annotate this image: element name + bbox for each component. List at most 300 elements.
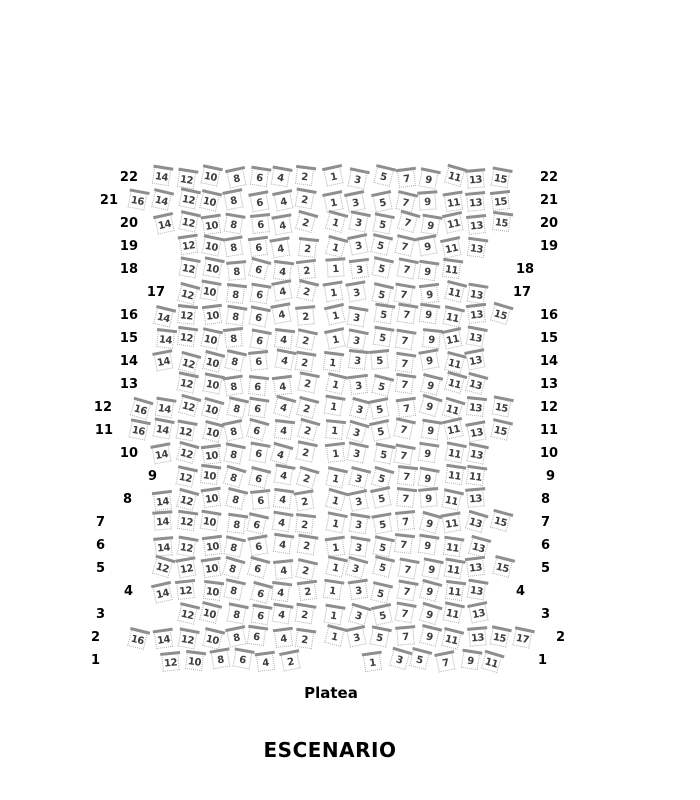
seat[interactable]	[232, 649, 252, 669]
seat[interactable]	[274, 351, 294, 371]
seat[interactable]	[295, 330, 315, 350]
seat[interactable]	[346, 422, 367, 443]
seat[interactable]	[251, 215, 270, 234]
seat[interactable]	[249, 377, 268, 396]
seat[interactable]	[397, 260, 417, 280]
seat[interactable]	[202, 259, 222, 279]
seat[interactable]	[155, 538, 173, 556]
seat[interactable]	[348, 605, 369, 626]
seat[interactable]	[298, 239, 317, 258]
seat[interactable]	[251, 491, 270, 510]
seat[interactable]	[324, 192, 344, 212]
seat[interactable]	[418, 536, 437, 555]
seat[interactable]	[226, 627, 246, 647]
seat[interactable]	[460, 651, 479, 670]
seat[interactable]	[436, 652, 456, 672]
seat[interactable]	[371, 258, 391, 278]
seat[interactable]	[295, 605, 314, 624]
seat[interactable]	[397, 399, 416, 418]
seat[interactable]	[349, 376, 368, 395]
seat[interactable]	[442, 603, 462, 623]
seat[interactable]	[296, 399, 317, 420]
seat[interactable]	[250, 583, 271, 604]
seat[interactable]	[295, 560, 315, 580]
seat[interactable]	[271, 583, 290, 602]
seat[interactable]	[421, 216, 441, 236]
seat[interactable]	[273, 216, 293, 236]
seat[interactable]	[223, 444, 243, 464]
seat[interactable]	[227, 515, 246, 534]
seat[interactable]	[397, 467, 416, 486]
seat[interactable]	[273, 191, 293, 211]
seat[interactable]	[325, 237, 346, 258]
seat[interactable]	[445, 582, 464, 601]
seat[interactable]	[177, 170, 196, 189]
seat[interactable]	[249, 443, 269, 463]
seat[interactable]	[370, 235, 390, 255]
seat[interactable]	[201, 399, 222, 420]
seat[interactable]	[348, 351, 367, 370]
seat[interactable]	[373, 515, 393, 535]
seat[interactable]	[418, 169, 438, 189]
seat[interactable]	[396, 627, 414, 645]
seat[interactable]	[202, 215, 221, 234]
seat[interactable]	[270, 444, 291, 465]
seat[interactable]	[153, 492, 172, 511]
seat[interactable]	[489, 627, 509, 647]
seat[interactable]	[420, 285, 439, 304]
seat[interactable]	[394, 420, 414, 440]
seat[interactable]	[248, 399, 267, 418]
seat[interactable]	[176, 443, 197, 464]
seat[interactable]	[419, 304, 438, 323]
seat[interactable]	[372, 606, 392, 626]
seat[interactable]	[223, 467, 244, 488]
seat[interactable]	[324, 490, 345, 511]
seat[interactable]	[409, 649, 430, 670]
seat[interactable]	[247, 514, 267, 534]
seat[interactable]	[350, 260, 369, 279]
seat[interactable]	[394, 445, 414, 465]
seat[interactable]	[418, 444, 437, 463]
seat[interactable]	[480, 652, 501, 673]
seat[interactable]	[281, 651, 301, 671]
seat[interactable]	[394, 535, 413, 554]
seat[interactable]	[295, 630, 314, 649]
seat[interactable]	[326, 374, 346, 394]
seat[interactable]	[201, 166, 221, 186]
seat[interactable]	[256, 653, 275, 672]
seat[interactable]	[224, 351, 244, 371]
seat[interactable]	[202, 375, 222, 395]
seat[interactable]	[178, 630, 198, 650]
seat[interactable]	[468, 537, 489, 558]
seat[interactable]	[297, 374, 317, 394]
seat[interactable]	[154, 352, 174, 372]
seat[interactable]	[419, 626, 440, 647]
seat[interactable]	[325, 421, 344, 440]
seat[interactable]	[348, 213, 368, 233]
seat[interactable]	[272, 304, 292, 324]
seat[interactable]	[177, 512, 196, 531]
seat[interactable]	[442, 330, 462, 350]
seat[interactable]	[467, 216, 486, 235]
seat[interactable]	[371, 351, 390, 370]
seat[interactable]	[226, 285, 245, 304]
seat[interactable]	[178, 190, 198, 210]
seat[interactable]	[467, 423, 487, 443]
seat[interactable]	[224, 329, 243, 348]
seat[interactable]	[325, 329, 345, 349]
seat[interactable]	[491, 192, 510, 211]
seat[interactable]	[176, 374, 196, 394]
seat[interactable]	[421, 421, 440, 440]
seat[interactable]	[395, 375, 414, 394]
seat[interactable]	[272, 281, 292, 301]
seat[interactable]	[349, 581, 368, 600]
seat[interactable]	[347, 627, 367, 647]
seat[interactable]	[397, 169, 416, 188]
seat[interactable]	[202, 489, 221, 508]
seat[interactable]	[372, 192, 392, 212]
seat[interactable]	[250, 192, 270, 212]
seat[interactable]	[178, 353, 199, 374]
seat[interactable]	[274, 421, 293, 440]
seat[interactable]	[418, 396, 439, 417]
seat[interactable]	[419, 351, 439, 371]
seat[interactable]	[441, 629, 462, 650]
seat[interactable]	[325, 626, 346, 647]
seat[interactable]	[296, 281, 317, 302]
seat[interactable]	[223, 580, 243, 600]
seat[interactable]	[274, 629, 293, 648]
seat[interactable]	[247, 627, 266, 646]
seat[interactable]	[226, 398, 246, 418]
seat[interactable]	[177, 284, 198, 305]
seat[interactable]	[295, 515, 314, 534]
seat[interactable]	[152, 419, 172, 439]
seat[interactable]	[348, 492, 368, 512]
seat[interactable]	[465, 512, 486, 533]
seat[interactable]	[202, 422, 223, 443]
seat[interactable]	[394, 236, 414, 256]
seat[interactable]	[176, 581, 195, 600]
seat[interactable]	[249, 238, 268, 257]
seat[interactable]	[273, 397, 294, 418]
seat[interactable]	[200, 466, 219, 485]
seat[interactable]	[179, 236, 198, 255]
seat[interactable]	[373, 328, 392, 347]
seat[interactable]	[371, 489, 391, 509]
seat[interactable]	[491, 397, 511, 417]
seat[interactable]	[417, 236, 437, 256]
seat[interactable]	[466, 327, 486, 347]
seat[interactable]	[347, 170, 367, 190]
seat[interactable]	[325, 212, 346, 233]
seat[interactable]	[203, 306, 222, 325]
seat[interactable]	[347, 444, 367, 464]
seat[interactable]	[297, 420, 318, 441]
seat[interactable]	[371, 422, 391, 442]
seat[interactable]	[325, 513, 345, 533]
seat[interactable]	[272, 490, 291, 509]
seat[interactable]	[372, 557, 393, 578]
seat[interactable]	[323, 353, 342, 372]
seat[interactable]	[177, 306, 196, 325]
seat[interactable]	[465, 351, 485, 371]
seat[interactable]	[325, 468, 345, 488]
seat[interactable]	[203, 537, 222, 556]
seat[interactable]	[418, 262, 437, 281]
seat[interactable]	[175, 467, 195, 487]
seat[interactable]	[274, 561, 293, 580]
seat[interactable]	[372, 376, 393, 397]
seat[interactable]	[250, 285, 269, 304]
seat[interactable]	[224, 215, 244, 235]
seat[interactable]	[443, 420, 463, 440]
seat[interactable]	[373, 445, 393, 465]
seat[interactable]	[226, 604, 246, 624]
seat[interactable]	[324, 605, 344, 625]
seat[interactable]	[248, 468, 269, 489]
seat[interactable]	[441, 239, 461, 259]
seat[interactable]	[467, 581, 487, 601]
seat[interactable]	[271, 167, 291, 187]
seat[interactable]	[419, 513, 440, 534]
seat[interactable]	[490, 421, 510, 441]
seat[interactable]	[127, 629, 148, 650]
seat[interactable]	[466, 444, 486, 464]
seat[interactable]	[348, 538, 368, 558]
seat[interactable]	[421, 559, 441, 579]
seat[interactable]	[347, 308, 367, 328]
seat[interactable]	[349, 399, 370, 420]
seat[interactable]	[151, 190, 171, 210]
seat[interactable]	[372, 214, 392, 234]
seat[interactable]	[396, 192, 416, 212]
seat[interactable]	[201, 237, 221, 257]
seat[interactable]	[199, 281, 219, 301]
seat[interactable]	[153, 513, 171, 531]
seat[interactable]	[363, 653, 382, 672]
seat[interactable]	[297, 536, 316, 555]
seat[interactable]	[295, 353, 314, 372]
seat[interactable]	[348, 514, 367, 533]
seat[interactable]	[326, 444, 345, 463]
seat[interactable]	[445, 466, 464, 485]
seat[interactable]	[512, 628, 532, 648]
seat[interactable]	[177, 328, 196, 347]
seat[interactable]	[295, 167, 314, 186]
seat[interactable]	[389, 649, 410, 670]
seat[interactable]	[326, 259, 344, 277]
seat[interactable]	[467, 239, 486, 258]
seat[interactable]	[323, 581, 342, 600]
seat[interactable]	[373, 305, 392, 324]
seat[interactable]	[248, 536, 268, 556]
seat[interactable]	[396, 512, 415, 531]
seat[interactable]	[177, 538, 197, 558]
seat[interactable]	[441, 490, 461, 510]
seat[interactable]	[323, 167, 343, 187]
seat[interactable]	[492, 213, 511, 232]
seat[interactable]	[222, 558, 243, 579]
seat[interactable]	[295, 492, 315, 512]
seat[interactable]	[466, 170, 484, 188]
seat[interactable]	[249, 330, 269, 350]
seat[interactable]	[349, 468, 370, 489]
seat[interactable]	[465, 374, 486, 395]
seat[interactable]	[272, 512, 292, 532]
seat[interactable]	[154, 215, 174, 235]
seat[interactable]	[466, 194, 485, 213]
seat[interactable]	[371, 584, 391, 604]
seat[interactable]	[394, 284, 414, 304]
seat[interactable]	[129, 399, 150, 420]
seat[interactable]	[296, 468, 317, 489]
seat[interactable]	[296, 212, 317, 233]
seat[interactable]	[250, 352, 269, 371]
seat[interactable]	[324, 283, 343, 302]
seat[interactable]	[443, 537, 462, 556]
seat[interactable]	[422, 330, 441, 349]
seat[interactable]	[442, 307, 462, 327]
seat[interactable]	[273, 262, 292, 281]
seat[interactable]	[202, 352, 223, 373]
seat[interactable]	[177, 559, 197, 579]
seat[interactable]	[466, 467, 485, 486]
seat[interactable]	[444, 166, 465, 187]
seat[interactable]	[418, 192, 436, 210]
seat[interactable]	[156, 330, 175, 349]
seat[interactable]	[272, 605, 292, 625]
seat[interactable]	[273, 535, 292, 554]
seat[interactable]	[185, 652, 204, 671]
seat[interactable]	[225, 489, 246, 510]
seat[interactable]	[395, 354, 414, 373]
seat[interactable]	[397, 560, 417, 580]
seat[interactable]	[419, 489, 438, 508]
seat[interactable]	[154, 630, 173, 649]
seat[interactable]	[326, 306, 346, 326]
seat[interactable]	[152, 557, 173, 578]
seat[interactable]	[444, 373, 465, 394]
seat[interactable]	[466, 489, 484, 507]
seat[interactable]	[202, 446, 221, 465]
seat[interactable]	[250, 606, 269, 625]
seat[interactable]	[246, 420, 267, 441]
seat[interactable]	[200, 330, 220, 350]
seat[interactable]	[128, 190, 148, 210]
seat[interactable]	[274, 330, 293, 349]
seat[interactable]	[348, 235, 368, 255]
seat[interactable]	[397, 212, 418, 233]
seat[interactable]	[324, 397, 344, 417]
seat[interactable]	[490, 511, 511, 532]
seat[interactable]	[273, 377, 292, 396]
seat[interactable]	[467, 398, 486, 417]
seat[interactable]	[441, 513, 461, 533]
seat[interactable]	[442, 260, 461, 279]
seat[interactable]	[176, 490, 197, 511]
seat[interactable]	[210, 650, 230, 670]
seat[interactable]	[418, 604, 439, 625]
seat[interactable]	[226, 169, 246, 189]
seat[interactable]	[468, 603, 488, 623]
seat[interactable]	[396, 489, 415, 508]
seat[interactable]	[445, 443, 465, 463]
seat[interactable]	[177, 605, 197, 625]
seat[interactable]	[295, 443, 315, 463]
seat[interactable]	[178, 396, 199, 417]
seat[interactable]	[295, 190, 315, 210]
seat[interactable]	[249, 308, 269, 328]
seat[interactable]	[224, 191, 244, 211]
seat[interactable]	[468, 305, 487, 324]
seat[interactable]	[153, 307, 174, 328]
seat[interactable]	[247, 558, 268, 579]
seat[interactable]	[224, 377, 243, 396]
seat[interactable]	[443, 213, 463, 233]
seat[interactable]	[203, 582, 222, 601]
seat[interactable]	[492, 558, 513, 579]
seat[interactable]	[249, 259, 270, 280]
seat[interactable]	[178, 258, 198, 278]
seat[interactable]	[345, 558, 366, 579]
seat[interactable]	[202, 559, 221, 578]
seat[interactable]	[373, 167, 393, 187]
seat[interactable]	[274, 466, 294, 486]
seat[interactable]	[370, 400, 390, 420]
seat[interactable]	[199, 604, 220, 625]
seat[interactable]	[346, 192, 366, 212]
seat[interactable]	[395, 331, 414, 350]
seat[interactable]	[466, 558, 485, 577]
seat[interactable]	[223, 238, 243, 258]
seat[interactable]	[175, 422, 195, 442]
seat[interactable]	[326, 557, 346, 577]
seat[interactable]	[468, 628, 486, 646]
seat[interactable]	[491, 168, 511, 188]
seat[interactable]	[155, 399, 175, 419]
seat[interactable]	[152, 166, 171, 185]
seat[interactable]	[490, 304, 511, 325]
seat[interactable]	[396, 581, 416, 601]
seat[interactable]	[444, 282, 465, 303]
seat[interactable]	[395, 604, 415, 624]
seat[interactable]	[271, 238, 291, 258]
seat[interactable]	[151, 444, 171, 464]
seat[interactable]	[370, 627, 390, 647]
seat[interactable]	[467, 285, 487, 305]
seat[interactable]	[161, 654, 180, 673]
seat[interactable]	[224, 421, 244, 441]
seat[interactable]	[199, 192, 219, 212]
seat[interactable]	[443, 560, 463, 580]
seat[interactable]	[199, 511, 219, 531]
seat[interactable]	[347, 283, 367, 303]
seat[interactable]	[202, 629, 223, 650]
seat[interactable]	[298, 582, 317, 601]
seat[interactable]	[420, 375, 441, 396]
seat[interactable]	[153, 583, 173, 603]
seat[interactable]	[419, 581, 440, 602]
seat[interactable]	[179, 213, 199, 233]
seat[interactable]	[128, 420, 148, 440]
seat[interactable]	[418, 468, 438, 488]
seat[interactable]	[444, 192, 463, 211]
seat[interactable]	[297, 307, 315, 325]
